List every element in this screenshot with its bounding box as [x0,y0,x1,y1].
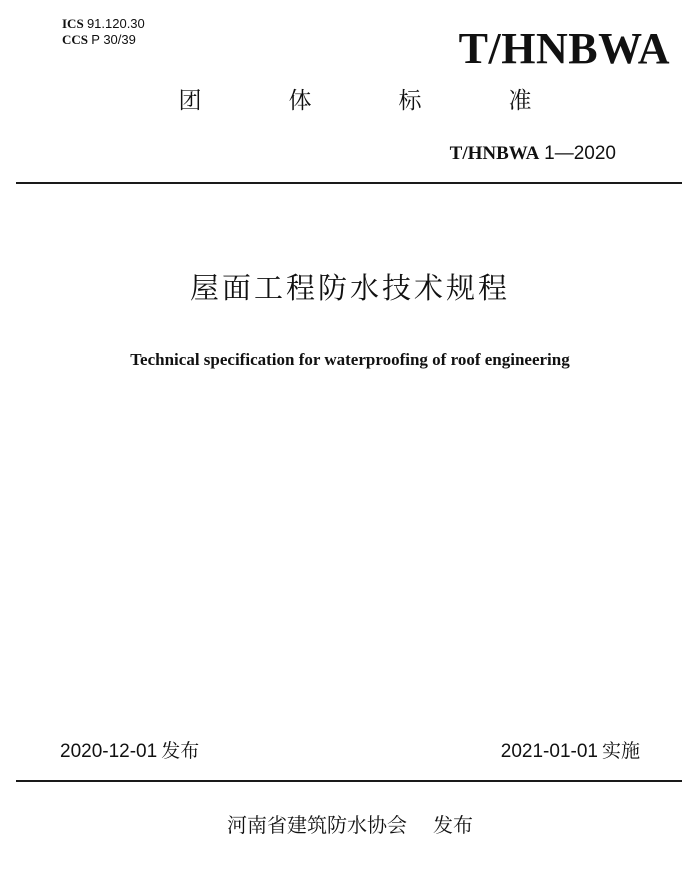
ics-classification [62,17,145,31]
standard-number-value: 1—2020 [544,143,616,164]
category-char: 标 [398,88,422,114]
top-divider [16,182,682,184]
publisher-line [0,812,700,838]
implement-date: 2021-01-01 [500,741,598,762]
publish-label: 发布 [161,740,200,762]
implement-date-line [501,739,640,764]
bottom-divider [16,780,682,782]
implement-label: 实施 [601,740,640,762]
publish-date: 2020-12-01 [60,741,158,762]
standard-category [175,88,535,114]
publish-date-line [60,739,199,764]
standard-number-prefix: T/HNBWA [449,143,540,164]
ccs-classification [62,33,136,47]
category-char: 准 [508,88,532,114]
publisher-action: 发布 [433,813,473,837]
publisher-name: 河南省建筑防水协会 [227,813,407,837]
ccs-value: P 30/39 [91,32,136,47]
ccs-label: CCS [62,32,89,47]
ics-value: 91.120.30 [86,16,145,31]
standard-number [450,143,616,165]
standard-code-large: T/HNBWA [458,24,670,73]
title-english: Technical specification for waterproofing of roof engineering [130,350,570,369]
category-char: 体 [288,88,312,114]
ics-label: ICS [62,16,84,31]
category-char: 团 [178,88,202,114]
title-chinese: 屋面工程防水技术规程 [189,271,510,305]
